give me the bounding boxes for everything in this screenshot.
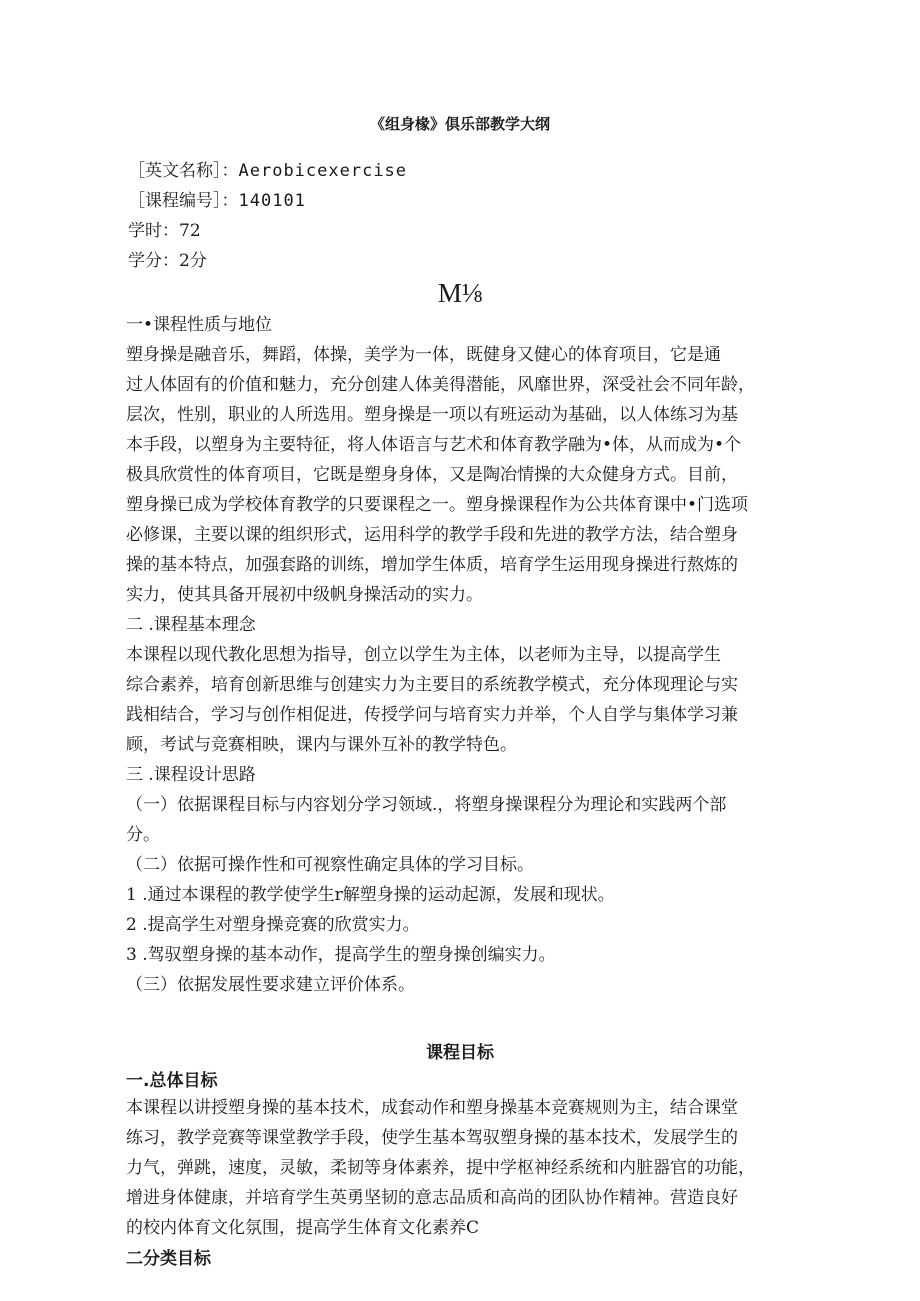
paragraph-line: 塑身操是融音乐，舞蹈，体操，美学为一体，既健身又健心的体育项目，它是通 (126, 345, 721, 365)
section-heading-category-goals: 二分类目标 (126, 1249, 211, 1269)
paragraph-line: 本课程以现代教化思想为指导，创立以学生为主体，以老师为主导，以提高学生 (126, 645, 721, 665)
list-item: 3 .驾驭塑身操的基本动作，提高学生的塑身操创编实力。 (126, 945, 556, 965)
paragraph-line: 践相结合，学习与创作相促进，传授学问与培育实力并举，个人自学与集体学习兼 (126, 705, 738, 725)
paragraph-line: 本手段，以塑身为主要特征，将人体语言与艺术和体育教学融为•体，从而成为•个 (126, 435, 742, 455)
course-code-row (128, 186, 306, 216)
section-heading-nature: 一•课程性质与地位 (126, 315, 273, 335)
list-item: 2 .提高学生对塑身操竞赛的欣赏实力。 (126, 915, 420, 935)
section-heading-design: 三 .课程设计思路 (126, 765, 256, 785)
paragraph-line: 塑身操已成为学校体育教学的只要课程之一。塑身操课程作为公共体育课中•门选项 (126, 495, 749, 515)
section-heading-philosophy: 二 .课程基本理念 (126, 615, 256, 635)
paragraph-line: 的校内体育文化氛围，提高学生体育文化素养C (126, 1218, 480, 1238)
paragraph-line: 实力，使其具备开展初中级帆身操活动的实力。 (126, 585, 483, 605)
credits-row: 学分：2分 (128, 251, 207, 271)
course-goals-title: 课程目标 (426, 1043, 494, 1063)
paragraph-line: 练习，教学竞赛等课堂教学手段，使学生基本驾驭塑身操的基本技术，发展学生的 (126, 1128, 738, 1148)
paragraph-line: 分。 (126, 825, 160, 845)
garbled-heading: M⅛ (437, 278, 483, 308)
hours-row: 学时：72 (128, 221, 201, 241)
course-code-value: 140101 (238, 191, 306, 211)
paragraph-line: 顾，考试与竞赛相映，课内与课外互补的教学特色。 (126, 735, 517, 755)
english-name-value: Aerobicexercise (238, 161, 408, 181)
document-title: 《组身椽》俱乐部教学大纲 (369, 115, 550, 133)
paragraph-line: 操的基本特点，加强套路的训练，增加学生体质，培育学生运用现身操进行熬炼的 (126, 555, 738, 575)
paragraph-line: 过人体固有的价值和魅力，充分创建人体美得潜能，风靡世界，深受社会不同年龄， (126, 375, 755, 395)
paragraph-line: 综合素养，培育创新思维与创建实力为主要目的系统教学模式，充分体现理论与实 (126, 675, 738, 695)
english-name-row (128, 156, 407, 186)
paragraph-line: 层次，性别，职业的人所选用。塑身操是一项以有班运动为基础，以人体练习为基 (126, 405, 738, 425)
paragraph-line: 本课程以讲授塑身操的基本技术，成套动作和塑身操基本竞赛规则为主，结合课堂 (126, 1098, 738, 1118)
paragraph-line: （二）依据可操作性和可视察性确定具体的学习目标。 (126, 855, 534, 875)
paragraph-line: 增进身体健康，并培育学生英勇坚韧的意志品质和高尚的团队协作精神。营造良好 (126, 1188, 738, 1208)
paragraph-line: 极具欣赏性的体育项目，它既是塑身身体，又是陶冶情操的大众健身方式。目前， (126, 465, 738, 485)
paragraph-line: 必修课，主要以课的组织形式，运用科学的教学手段和先进的教学方法，结合塑身 (126, 525, 738, 545)
section-heading-overall-goals: 一.总体目标 (126, 1071, 218, 1091)
course-code-label: ［课程编号］： (128, 191, 239, 211)
paragraph-line: （三）依据发展性要求建立评价体系。 (126, 975, 415, 995)
list-item: 1 .通过本课程的教学使学生r解塑身操的运动起源，发展和现状。 (126, 885, 615, 905)
paragraph-line: 力气，弹跳，速度，灵敏，柔韧等身体素养，提中学枢神经系统和内脏器官的功能， (126, 1158, 755, 1178)
english-name-label: ［英文名称］： (128, 161, 239, 181)
paragraph-line: （一）依据课程目标与内容划分学习领域.，将塑身操课程分为理论和实践两个部 (126, 795, 727, 815)
